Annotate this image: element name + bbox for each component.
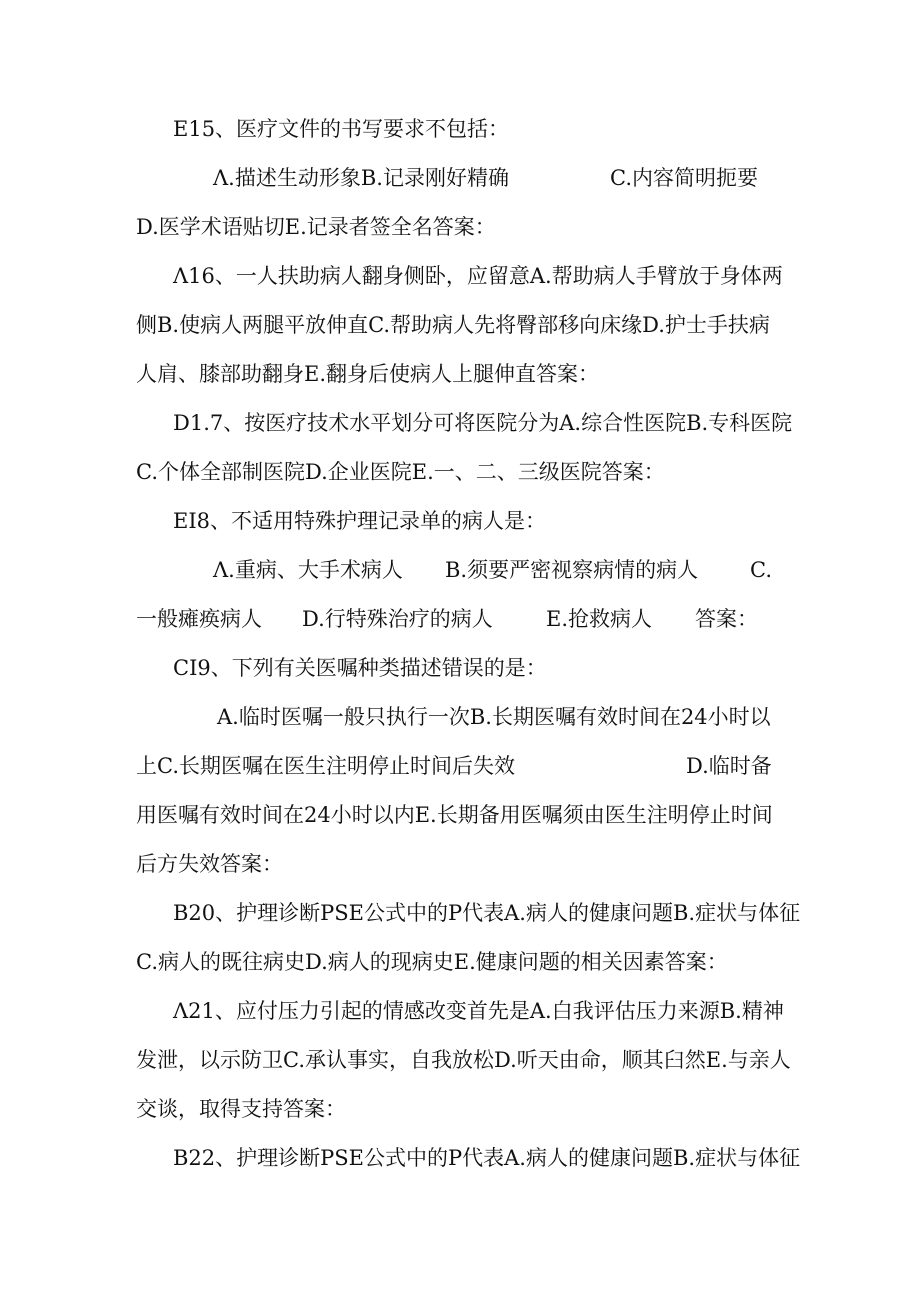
- text-line: 答案：: [695, 607, 758, 631]
- text-line: 用医嘱有效时间在24小时以内E.长期备用医嘱须由医生注明停止时间: [136, 803, 773, 827]
- text-line: EI8、不适用特殊护理记录单的病人是：: [173, 509, 546, 533]
- text-line: 侧B.使病人两腿平放伸直C.帮助病人先将臀部移向床缘D.护士手扶病: [136, 313, 770, 337]
- text-line: Λ16、一人扶助病人翻身侧卧，应留意A.帮助病人手臂放于身体两: [173, 264, 783, 288]
- text-line: C.个体全部制医院D.企业医院E.一、二、三级医院答案：: [136, 460, 665, 484]
- text-line: A.临时医嘱一般只执行一次B.长期医嘱有效时间在24小时以: [217, 705, 771, 729]
- text-line: D.医学术语贴切E.记录者签全名答案：: [136, 215, 496, 239]
- text-line: CI9、下列有关医嘱种类描述错误的是：: [173, 656, 547, 680]
- text-line: D.行特殊治疗的病人: [302, 607, 493, 631]
- text-line: 一般瘫痪病人: [136, 607, 262, 631]
- text-line: 发泄，以示防卫C.承认事实，自我放松D.听天由命，顺其臼然E.与亲人: [136, 1048, 791, 1072]
- text-line: Λ21、应付压力引起的情感改变首先是A.白我评估压力来源B.精神: [173, 999, 784, 1023]
- text-line: 交谈，取得支持答案：: [136, 1097, 346, 1121]
- text-line: E.抢救病人: [546, 607, 653, 631]
- text-line: C.: [750, 558, 772, 582]
- text-line: E15、医疗文件的书写要求不包括：: [173, 117, 510, 141]
- text-line: D1.7、按医疗技术水平划分可将医院分为A.综合性医院B.专科医院: [173, 411, 793, 435]
- text-line: C.病人的既往病史D.病人的现病史E.健康问题的相关因素答案：: [136, 950, 728, 974]
- text-line: C.内容简明扼要: [610, 166, 758, 190]
- text-line: 后方失效答案：: [136, 852, 283, 876]
- text-line: B.须要严密视察病情的病人: [445, 558, 699, 582]
- text-line: Λ.描述生动形象B.记录刚好精确: [213, 166, 509, 190]
- text-line: 上C.长期医嘱在医生注明停止时间后失效: [136, 754, 515, 778]
- text-line: B20、护理诊断PSE公式中的P代表A.病人的健康问题B.症状与体征: [173, 901, 801, 925]
- text-line: Λ.重病、大手术病人: [213, 558, 403, 582]
- text-line: D.临时备: [686, 754, 772, 778]
- text-line: 人肩、膝部助翻身E.翻身后使病人上腿伸直答案：: [136, 362, 600, 386]
- text-line: B22、护理诊断PSE公式中的P代表A.病人的健康问题B.症状与体征: [173, 1146, 801, 1170]
